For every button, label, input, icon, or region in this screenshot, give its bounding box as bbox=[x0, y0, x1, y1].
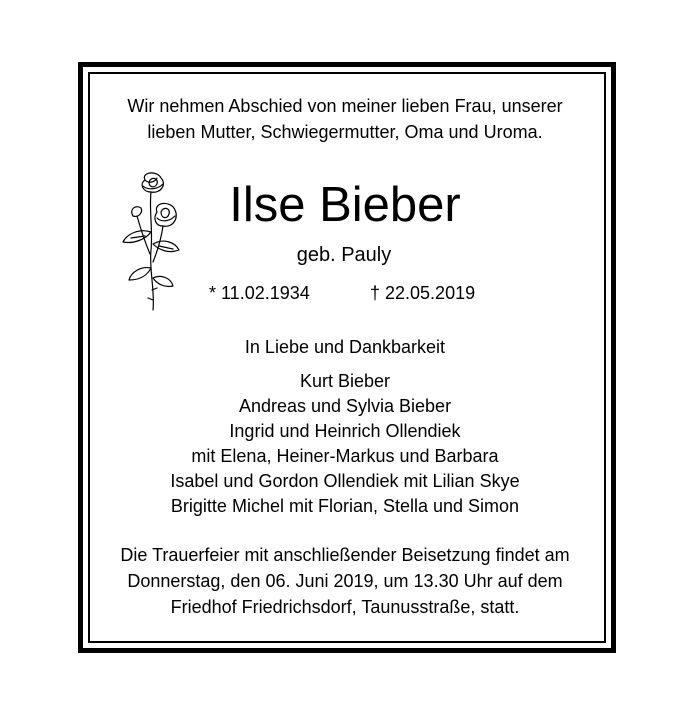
dedication-line: In Liebe und Dankbarkeit bbox=[244, 337, 446, 357]
funeral-line-2: Donnerstag, den 06. Juni 2019, um 13.30 Uhr auf dem bbox=[127, 571, 563, 591]
mourner-line-6: Brigitte Michel mit Florian, Stella und Simon bbox=[170, 496, 520, 516]
birth-date: * 11.02.1934 bbox=[209, 283, 310, 303]
funeral-line-1: Die Trauerfeier mit anschließender Beisetzung findet am bbox=[120, 545, 570, 565]
mourner-line-4: mit Elena, Heiner-Markus und Barbara bbox=[191, 446, 499, 466]
deceased-name: Ilse Bieber bbox=[229, 178, 461, 232]
death-date: † 22.05.2019 bbox=[370, 283, 476, 303]
funeral-line-3: Friedhof Friedrichsdorf, Taunusstraße, statt. bbox=[170, 597, 520, 617]
intro-line-1: Wir nehmen Abschied von meiner lieben Frau, unserer bbox=[127, 96, 563, 116]
mourner-line-1: Kurt Bieber bbox=[299, 371, 391, 391]
maiden-name: geb. Pauly bbox=[296, 244, 392, 266]
mourner-line-5: Isabel und Gordon Ollendiek mit Lilian Skye bbox=[170, 471, 520, 491]
mourner-line-2: Andreas und Sylvia Bieber bbox=[238, 396, 452, 416]
intro-line-2: lieben Mutter, Schwiegermutter, Oma und Uroma. bbox=[147, 122, 543, 142]
rose-icon bbox=[115, 170, 185, 312]
mourner-line-3: Ingrid und Heinrich Ollendiek bbox=[229, 421, 461, 441]
